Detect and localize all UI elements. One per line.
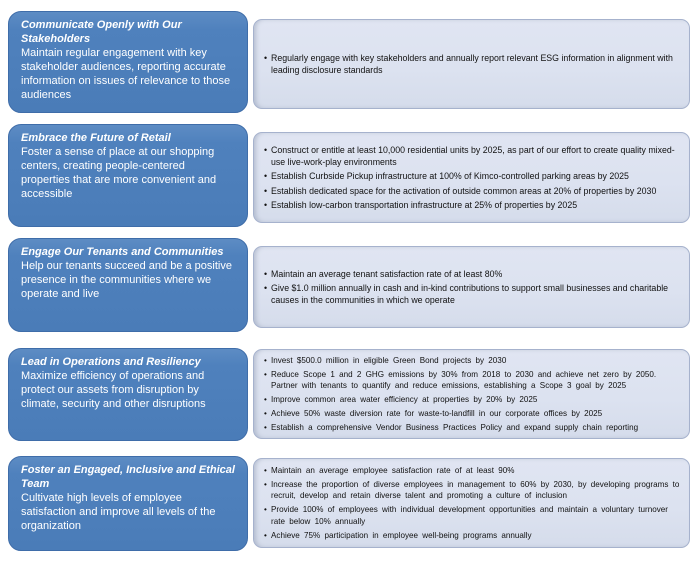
goal-targets-list <box>264 142 681 214</box>
goal-targets-card <box>253 132 690 223</box>
goal-description: Cultivate high levels of employee satisfaction and improve all levels of the organization <box>21 491 216 532</box>
goal-row-team <box>8 456 690 551</box>
goal-targets-card <box>253 246 690 328</box>
goal-title: Foster an Engaged, Inclusive and Ethical Team <box>21 464 235 490</box>
goal-targets-card <box>253 349 690 439</box>
goal-title: Lead in Operations and Resiliency <box>21 356 201 368</box>
goal-target-item: • Establish dedicated space for the activation of outside common areas at 20% of properties by 2030 <box>264 185 681 197</box>
goal-title: Engage Our Tenants and Communities <box>21 246 224 258</box>
goal-summary-card <box>8 348 248 441</box>
goal-targets-list <box>264 462 681 543</box>
goal-row-tenants <box>8 238 690 332</box>
goal-description: Maximize efficiency of operations and protect our assets from disruption by climate, security and other disruptions <box>21 369 206 410</box>
goal-summary-card <box>8 124 248 227</box>
goal-target-item: • Establish Curbside Pickup infrastructure at 100% of Kimco-controlled parking areas by 2025 <box>264 170 681 182</box>
goal-target-item: • Provide 100% of employees with individual development opportunities and maintain a voluntary turnover rate below 10% annually <box>264 504 681 527</box>
goal-summary-card <box>8 456 248 551</box>
goal-target-item: • Give $1.0 million annually in cash and in-kind contributions to support small businesses and charitable causes in the communities in which we operate <box>264 282 681 307</box>
goal-target-item: • Achieve 75% participation in employee well-being programs annually <box>264 530 681 541</box>
goal-row-operations <box>8 348 690 441</box>
goal-title: Communicate Openly with Our Stakeholders <box>21 19 182 45</box>
goal-targets-card <box>253 458 690 548</box>
goal-target-item: • Maintain an average tenant satisfaction rate of at least 80% <box>264 268 681 280</box>
goal-target-item: • Reduce Scope 1 and 2 GHG emissions by 30% from 2018 to 2030 and achieve net zero by 2050. Partner with tenants to quantify and reduce emissions, establishing a Scope 3 goal by 2025 <box>264 369 681 392</box>
goal-target-item: • Construct or entitle at least 10,000 residential units by 2025, as part of our effort to create quality mixed-use live-work-play environments <box>264 144 681 169</box>
goal-targets-card <box>253 19 690 109</box>
goal-row-stakeholders <box>8 11 690 113</box>
goal-summary-card <box>8 11 248 113</box>
goal-target-item: • Achieve 50% waste diversion rate for waste-to-landfill in our corporate offices by 2025 <box>264 408 681 419</box>
goal-summary-card <box>8 238 248 332</box>
goal-targets-list <box>264 50 681 79</box>
goal-description: Maintain regular engagement with key stakeholder audiences, reporting accurate information on issues of relevance to those audiences <box>21 46 231 101</box>
goal-targets-list <box>264 266 681 309</box>
goal-title: Embrace the Future of Retail <box>21 132 171 144</box>
goal-target-item: • Maintain an average employee satisfaction rate of at least 90% <box>264 465 681 476</box>
goal-description: Foster a sense of place at our shopping centers, creating people-centered properties that are more convenient and accessible <box>21 145 217 200</box>
goal-target-item: • Invest $500.0 million in eligible Green Bond projects by 2030 <box>264 355 681 366</box>
goal-targets-list <box>264 352 681 436</box>
goal-target-item: • Improve common area water efficiency at properties by 20% by 2025 <box>264 394 681 405</box>
goal-target-item: • Establish a comprehensive Vendor Business Practices Policy and expand supply chain reporting <box>264 422 681 433</box>
goal-target-item: • Increase the proportion of diverse employees in management to 60% by 2030, by developing programs to recruit, develop and retain diverse talent and promoting a culture of inclusion <box>264 479 681 502</box>
goal-target-item: • Regularly engage with key stakeholders and annually report relevant ESG information in alignment with leading disclosure standards <box>264 52 681 77</box>
goal-row-retail <box>8 124 690 227</box>
goal-description: Help our tenants succeed and be a positive presence in the communities where we operate and live <box>21 259 232 300</box>
goal-target-item: • Establish low-carbon transportation infrastructure at 25% of properties by 2025 <box>264 199 681 211</box>
